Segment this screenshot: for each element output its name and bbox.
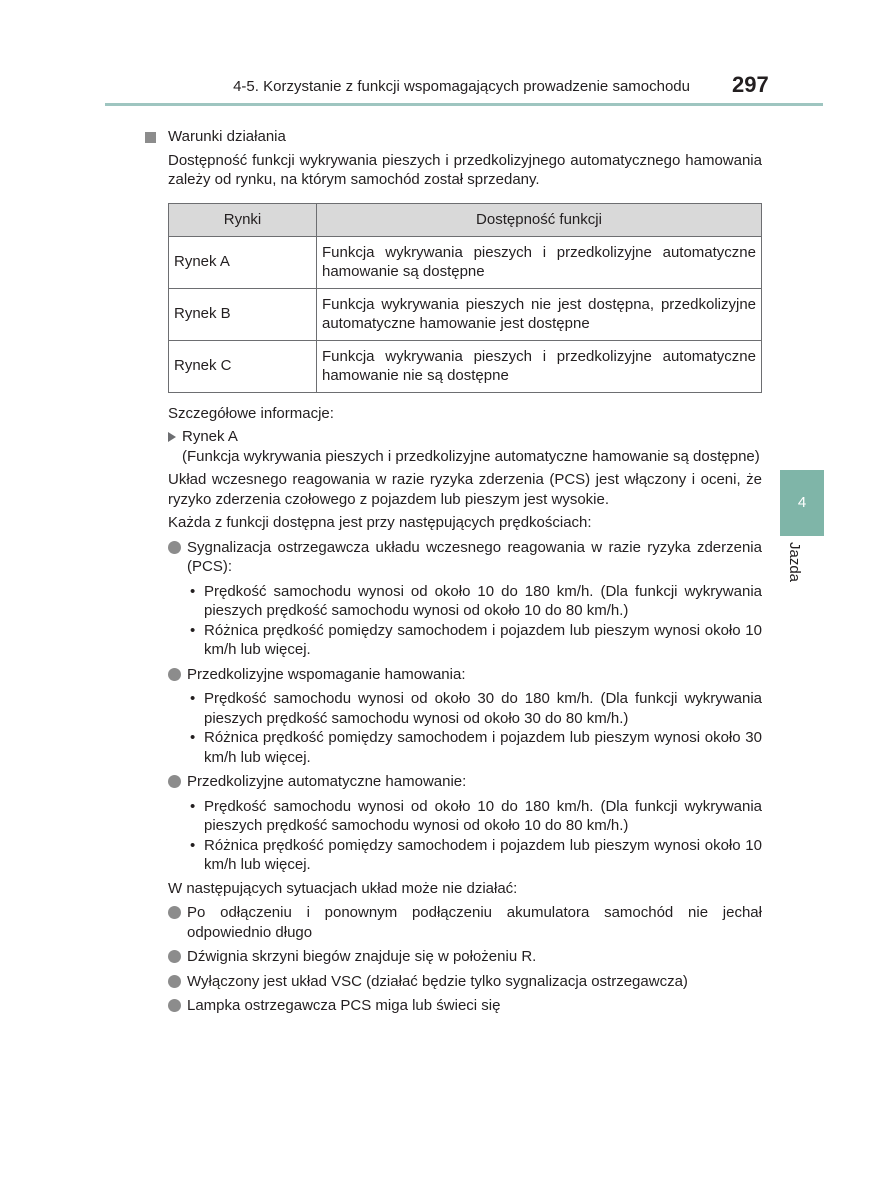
table-header-availability: Dostępność funkcji	[317, 203, 762, 236]
table-cell-availability: Funkcja wykrywania pieszych i przedkolizyjne automatyczne hamowanie są dostępne	[317, 236, 762, 288]
sub-list-item-text: Różnica prędkość pomiędzy samochodem i pojazdem lub pieszym wynosi około 10 km/h lub więcej.	[204, 621, 762, 658]
sub-list-item	[168, 797, 762, 836]
market-item	[168, 427, 762, 466]
market-item-label: Rynek A	[182, 428, 238, 445]
circle-bullet-icon	[168, 999, 181, 1012]
list-item-text: Po odłączeniu i ponownym podłączeniu akumulatora samochód nie jechał odpowiednio długo	[187, 904, 762, 941]
section-heading-text: Warunki działania	[168, 128, 286, 145]
details-label: Szczegółowe informacje:	[168, 404, 334, 422]
main-content	[168, 127, 762, 1016]
list-item	[168, 903, 762, 942]
sub-list	[168, 689, 762, 767]
sub-bullet-icon: •	[190, 836, 196, 854]
table-header-markets: Rynki	[169, 203, 317, 236]
table-row	[169, 236, 762, 288]
table-cell-market: Rynek A	[169, 236, 317, 288]
list-item-text: Lampka ostrzegawcza PCS miga lub świeci się	[187, 997, 501, 1014]
list-item-text: Wyłączony jest układ VSC (działać będzie tylko sygnalizacja ostrzegawcza)	[187, 972, 688, 990]
sub-list-item-text: Prędkość samochodu wynosi od około 10 do 180 km/h. (Dla funkcji wykrywania pieszych prędkość samochodu wynosi od około 10 do 80 km/h.)	[204, 582, 762, 619]
table-header-row	[169, 203, 762, 236]
sub-list	[168, 582, 762, 660]
speeds-paragraph: Każda z funkcji dostępna jest przy następujących prędkościach:	[168, 514, 592, 531]
circle-bullet-icon	[168, 668, 181, 681]
list-item	[168, 538, 762, 577]
list-item-title: Przedkolizyjne automatyczne hamowanie:	[187, 773, 467, 790]
table-cell-market: Rynek B	[169, 288, 317, 340]
page-number: 297	[732, 72, 769, 97]
pcs-paragraph: Układ wczesnego reagowania w razie ryzyka zderzenia (PCS) jest włączony i oceni, że ryzyko zderzenia czołowego z pojazdem lub pieszym jest wysokie.	[168, 471, 762, 508]
sub-bullet-icon: •	[190, 729, 196, 746]
sub-list-item	[168, 689, 762, 728]
list-item-title: Przedkolizyjne wspomaganie hamowania:	[187, 665, 466, 683]
market-item-note: (Funkcja wykrywania pieszych i przedkolizyjne automatyczne hamowanie są dostępne)	[182, 447, 760, 465]
running-header: 4-5. Korzystanie z funkcji wspomagających prowadzenie samochodu	[233, 78, 690, 95]
sub-bullet-icon: •	[190, 621, 196, 639]
section-heading	[168, 127, 762, 147]
situations-label: W następujących sytuacjach układ może nie działać:	[168, 879, 518, 897]
table-cell-market: Rynek C	[169, 340, 317, 392]
list-item-text: Dźwignia skrzyni biegów znajduje się w położeniu R.	[187, 948, 537, 965]
circle-bullet-icon	[168, 541, 181, 554]
list-item	[168, 947, 762, 967]
table-cell-availability: Funkcja wykrywania pieszych i przedkolizyjne automatyczne hamowanie nie są dostępne	[317, 340, 762, 392]
chapter-label: Jazda	[786, 542, 803, 583]
list-item	[168, 665, 762, 685]
table-cell-availability: Funkcja wykrywania pieszych nie jest dostępna, przedkolizyjne automatyczne hamowanie jest dostępne	[317, 288, 762, 340]
sub-list-item-text: Prędkość samochodu wynosi od około 10 do 180 km/h. (Dla funkcji wykrywania pieszych prędkość samochodu wynosi od około 10 do 80 km/h.)	[204, 797, 762, 834]
sub-list-item	[168, 728, 762, 767]
circle-bullet-icon	[168, 906, 181, 919]
sub-list	[168, 797, 762, 875]
table-row	[169, 288, 762, 340]
section-intro: Dostępność funkcji wykrywania pieszych i przedkolizyjnego automatycznego hamowania zależy od rynku, na którym samochód został sprzedany.	[168, 151, 762, 188]
sub-list-item	[168, 621, 762, 660]
sub-list-item	[168, 836, 762, 875]
sub-list-item-text: Prędkość samochodu wynosi od około 30 do 180 km/h. (Dla funkcji wykrywania pieszych prędkość samochodu wynosi od około 30 do 80 km/h.)	[204, 690, 762, 727]
sub-bullet-icon: •	[190, 690, 196, 707]
circle-bullet-icon	[168, 975, 181, 988]
list-item	[168, 772, 762, 792]
chapter-tab: 4	[780, 470, 824, 536]
sub-bullet-icon: •	[190, 797, 196, 815]
market-availability-table	[168, 203, 762, 393]
sub-list-item-text: Różnica prędkość pomiędzy samochodem i pojazdem lub pieszym wynosi około 10 km/h lub więcej.	[204, 836, 762, 873]
table-row	[169, 340, 762, 392]
sub-bullet-icon: •	[190, 582, 196, 600]
sub-list-item	[168, 582, 762, 621]
circle-bullet-icon	[168, 775, 181, 788]
header-rule	[105, 103, 823, 106]
triangle-right-icon	[168, 432, 176, 442]
sub-list-item-text: Różnica prędkość pomiędzy samochodem i pojazdem lub pieszym wynosi około 30 km/h lub więcej.	[204, 729, 762, 766]
list-item-title: Sygnalizacja ostrzegawcza układu wczesnego reagowania w razie ryzyka zderzenia (PCS):	[187, 538, 762, 575]
circle-bullet-icon	[168, 950, 181, 963]
list-item	[168, 972, 762, 992]
list-item	[168, 996, 762, 1016]
square-bullet-icon	[145, 132, 156, 143]
